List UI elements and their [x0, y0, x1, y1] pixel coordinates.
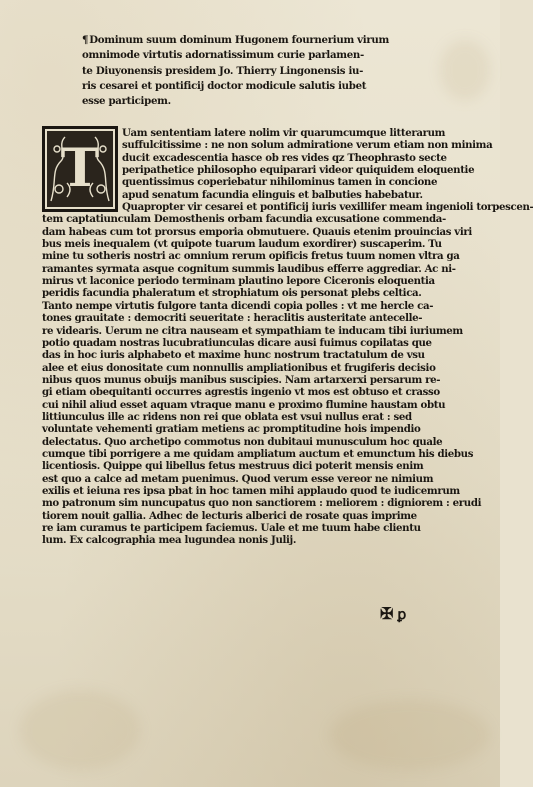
body-line: littiunculus ille ac ridens non rei que oblata est vsui nullus erat : sed — [42, 410, 412, 423]
body-line: lum. Ex calcographia mea lugundea nonis Julij. — [42, 534, 297, 547]
body-line: tiorem nouit gallia. Adhec de lecturis alberici de rosate quas imprime — [42, 509, 417, 522]
body-line: voluntate vehementi gratiam metiens ac promptitudine hois impendio — [42, 423, 421, 436]
body-line: re videaris. Uerum ne citra nauseam et sympathiam te inducam tibi iuriumem — [42, 324, 463, 337]
heading-line: omnimode virtutis adornatissimum curie parlamen- — [82, 49, 364, 62]
body-line: peripathetice philosopho equiparari videor quiquidem eloquentie — [122, 164, 475, 177]
body-line: tem captatiunculam Demosthenis orbam facundia excusatione commenda- — [42, 213, 446, 226]
body-line: mo patronum sim nuncupatus quo non sanctiorem : meliorem : digniorem : erudi — [42, 497, 482, 510]
body-line: apud senatum facundia elinguis et balbuties habebatur. — [122, 188, 423, 201]
body-line: ducit excadescentia hasce ob res vides qz Theophrasto secte — [122, 151, 447, 164]
heading-line: esse participem. — [82, 95, 171, 108]
body-line: mirus vt laconice periodo terminam plautino lepore Ciceronis eloquentia — [42, 275, 435, 288]
body-line: mine tu sotheris nostri ac omnium rerum opificis fretus tuum nomen vltra ga — [42, 250, 460, 263]
closing-marks — [380, 604, 406, 623]
body-line: cui nihil aliud esset aquam vtraque manu e proximo flumine haustam obtu — [42, 398, 446, 411]
initial-letter: T — [60, 138, 100, 199]
body-line: Uam sententiam latere nolim vir quarumcumque litterarum — [122, 127, 446, 139]
heading-line — [82, 33, 422, 48]
body-line: Quapropter vir cesarei et pontificij iuris vexillifer meam ingenioli torpescen- — [122, 201, 533, 214]
body-line: das in hoc iuris alphabeto et maxime hunc nostrum tractatulum de vsu — [42, 349, 425, 362]
body-line: Tanto nempe virtutis fulgore tanta dicendi copia polles : vt me hercle ca- — [42, 299, 434, 312]
cross-icon: ✠ — [380, 604, 394, 623]
body-line: cumque tibi porrigere a me quidam ampliatum auctum et emunctum his diebus — [42, 447, 474, 460]
body-line: nibus quos munus obuijs manibus suscipies. Nam artarxerxi persarum re- — [42, 373, 441, 386]
heading-line: te Diuyonensis presidem Jo. Thierry Lingonensis iu- — [82, 64, 364, 77]
letter-heading — [82, 33, 422, 109]
body-line: delectatus. Quo archetipo commotus non dubitaui munusculum hoc quale — [42, 435, 443, 448]
heading-line-text: Dominum suum dominum Hugonem fournerium virum — [89, 34, 390, 46]
body-line: licentiosis. Quippe qui libellus fetus mestruus dici poterit mensis enim — [42, 460, 424, 473]
body-line: quentissimus coperiebatur nihilominus tamen in concione — [122, 176, 438, 189]
body-line: potio quadam nostras lucubratiunculas dicare ausi fuimus copilatas que — [42, 336, 432, 349]
heading-line: ris cesarei et pontificij doctor modicule salutis iubet — [82, 79, 367, 92]
body-line: re iam curamus te participem faciemus. Uale et me tuum habe clientu — [42, 522, 421, 534]
body-line: dam habeas cum tot prorsus emporia obmutuere. Quauis etenim prouincias viri — [42, 225, 472, 238]
body-line: est quo a calce ad metam puenimus. Quod verum esse vereor ne nimium — [42, 472, 434, 485]
printer-mark-icon: ꝑ — [397, 607, 407, 623]
letter-body — [42, 127, 533, 547]
body-line: bus meis inequalem (vt quipote tuarum laudum exordirer) suscaperim. Tu — [42, 238, 442, 251]
body-line: alee et eius donositate cum nonnullis ampliationibus et frugiferis decisio — [42, 361, 436, 374]
body-line: ramantes syrmata asque cognitum summis laudibus efferre aggrediar. Ac ni- — [42, 262, 456, 275]
body-line: peridis facundia phaleratum et strophiatum ois personat plebs celtica. — [42, 287, 422, 300]
body-line: tones grauitate : democriti seueritate : heraclitis austeritate antecelle- — [42, 312, 423, 325]
body-line: gi etiam obequitanti occurres agrestis ingenio vt mos est obtuso et crasso — [42, 386, 440, 399]
paragraph-mark-icon: ¶ — [82, 34, 89, 46]
body-line: suffulcitissime : ne non solum admiratione verum etiam non minima — [122, 139, 493, 152]
body-line: exilis et ieiuna res ipsa pbat in hoc tamen mihi applaudo quod te iudicemrum — [42, 484, 460, 497]
